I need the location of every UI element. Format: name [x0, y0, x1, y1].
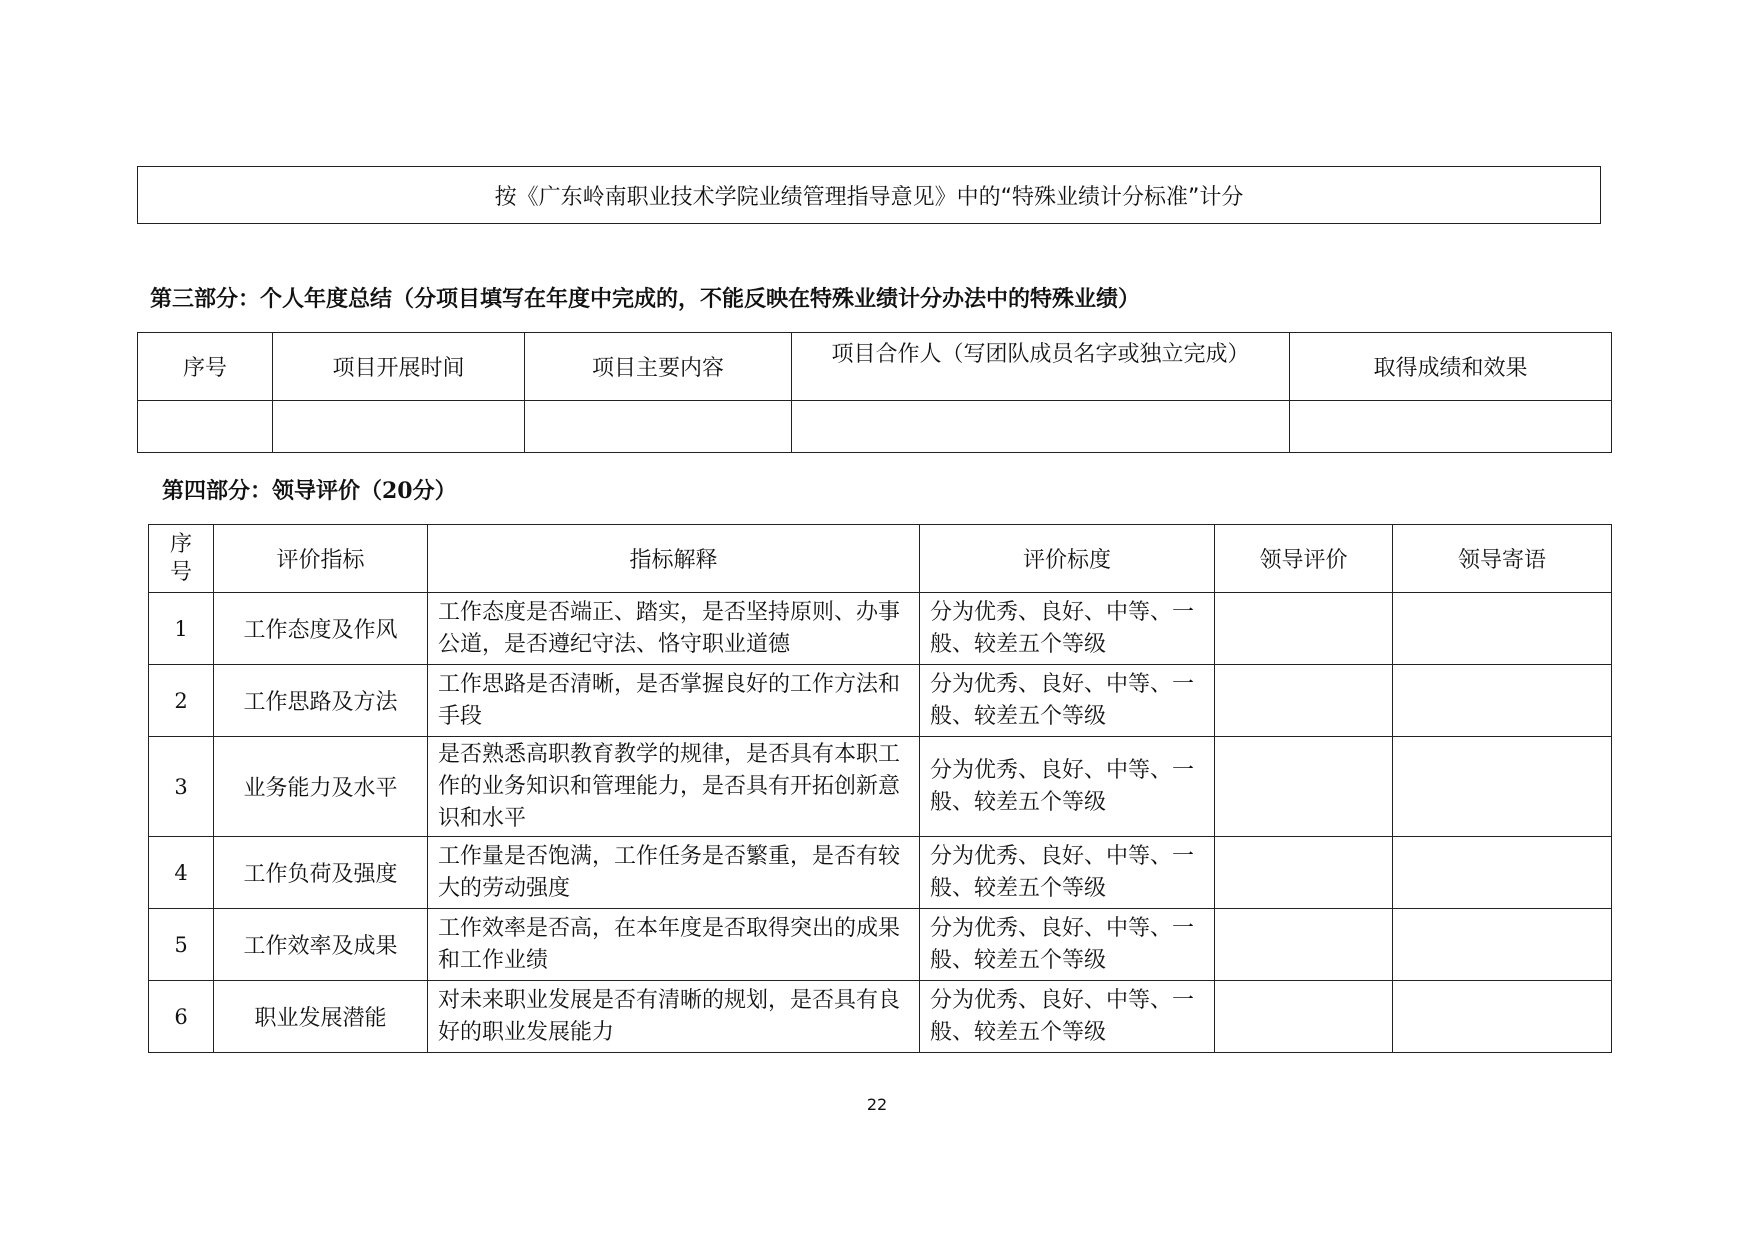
row-leader-eval-cell[interactable] [1215, 665, 1393, 737]
row-no: 5 [149, 909, 214, 981]
row-leader-msg-cell[interactable] [1393, 593, 1612, 665]
row-leader-msg-cell[interactable] [1393, 909, 1612, 981]
part3-cell-partner[interactable] [792, 401, 1290, 453]
row-leader-msg-cell[interactable] [1393, 837, 1612, 909]
table-row [149, 665, 1612, 737]
row-explanation: 对未来职业发展是否有清晰的规划，是否具有良好的职业发展能力 [428, 981, 920, 1053]
row-indicator: 业务能力及水平 [214, 737, 428, 837]
row-explanation: 工作量是否饱满，工作任务是否繁重，是否有较大的劳动强度 [428, 837, 920, 909]
table-row [149, 981, 1612, 1053]
part3-heading: 第三部分：个人年度总结（分项目填写在年度中完成的，不能反映在特殊业绩计分办法中的特殊业绩） [150, 286, 1141, 312]
row-indicator: 职业发展潜能 [214, 981, 428, 1053]
row-no: 2 [149, 665, 214, 737]
row-scale: 分为优秀、良好、中等、一般、较差五个等级 [920, 981, 1215, 1053]
part4-heading: 第四部分：领导评价（20分） [162, 478, 457, 504]
scoring-notice-text: 按《广东岭南职业技术学院业绩管理指导意见》中的“特殊业绩计分标准”计分 [494, 184, 1244, 210]
part3-col-content: 项目主要内容 [525, 333, 792, 401]
part3-col-time: 项目开展时间 [273, 333, 525, 401]
row-scale: 分为优秀、良好、中等、一般、较差五个等级 [920, 593, 1215, 665]
part3-col-partner: 项目合作人（写团队成员名字或独立完成） [792, 333, 1290, 401]
row-leader-eval-cell[interactable] [1215, 593, 1393, 665]
row-indicator: 工作效率及成果 [214, 909, 428, 981]
row-no: 6 [149, 981, 214, 1053]
part4-col-leader-msg: 领导寄语 [1393, 525, 1612, 593]
part4-col-no: 序号 [149, 525, 214, 593]
row-scale: 分为优秀、良好、中等、一般、较差五个等级 [920, 837, 1215, 909]
part4-table [148, 524, 1612, 1053]
table-row [149, 737, 1612, 837]
part3-col-result: 取得成绩和效果 [1290, 333, 1612, 401]
part4-col-explanation: 指标解释 [428, 525, 920, 593]
row-scale: 分为优秀、良好、中等、一般、较差五个等级 [920, 737, 1215, 837]
row-leader-eval-cell[interactable] [1215, 837, 1393, 909]
row-explanation: 工作态度是否端正、踏实，是否坚持原则、办事公道，是否遵纪守法、恪守职业道德 [428, 593, 920, 665]
row-leader-msg-cell[interactable] [1393, 981, 1612, 1053]
row-leader-eval-cell[interactable] [1215, 981, 1393, 1053]
row-no: 1 [149, 593, 214, 665]
part3-cell-content[interactable] [525, 401, 792, 453]
scoring-notice [137, 166, 1601, 224]
row-explanation: 工作思路是否清晰，是否掌握良好的工作方法和手段 [428, 665, 920, 737]
part3-cell-time[interactable] [273, 401, 525, 453]
row-indicator: 工作思路及方法 [214, 665, 428, 737]
row-leader-eval-cell[interactable] [1215, 909, 1393, 981]
table-row [149, 909, 1612, 981]
row-leader-eval-cell[interactable] [1215, 737, 1393, 837]
part3-col-no: 序号 [138, 333, 273, 401]
part4-col-scale: 评价标度 [920, 525, 1215, 593]
row-leader-msg-cell[interactable] [1393, 737, 1612, 837]
row-explanation: 是否熟悉高职教育教学的规律，是否具有本职工作的业务知识和管理能力，是否具有开拓创新意识和水平 [428, 737, 920, 837]
part3-table [137, 332, 1612, 453]
row-no: 3 [149, 737, 214, 837]
table-row [149, 593, 1612, 665]
row-leader-msg-cell[interactable] [1393, 665, 1612, 737]
row-scale: 分为优秀、良好、中等、一般、较差五个等级 [920, 665, 1215, 737]
part4-col-leader-eval: 领导评价 [1215, 525, 1393, 593]
row-indicator: 工作负荷及强度 [214, 837, 428, 909]
table-row [149, 837, 1612, 909]
part3-cell-no[interactable] [138, 401, 273, 453]
row-scale: 分为优秀、良好、中等、一般、较差五个等级 [920, 909, 1215, 981]
page-number: 22 [866, 1095, 888, 1114]
part3-cell-result[interactable] [1290, 401, 1612, 453]
row-explanation: 工作效率是否高，在本年度是否取得突出的成果和工作业绩 [428, 909, 920, 981]
part4-col-indicator: 评价指标 [214, 525, 428, 593]
row-indicator: 工作态度及作风 [214, 593, 428, 665]
row-no: 4 [149, 837, 214, 909]
